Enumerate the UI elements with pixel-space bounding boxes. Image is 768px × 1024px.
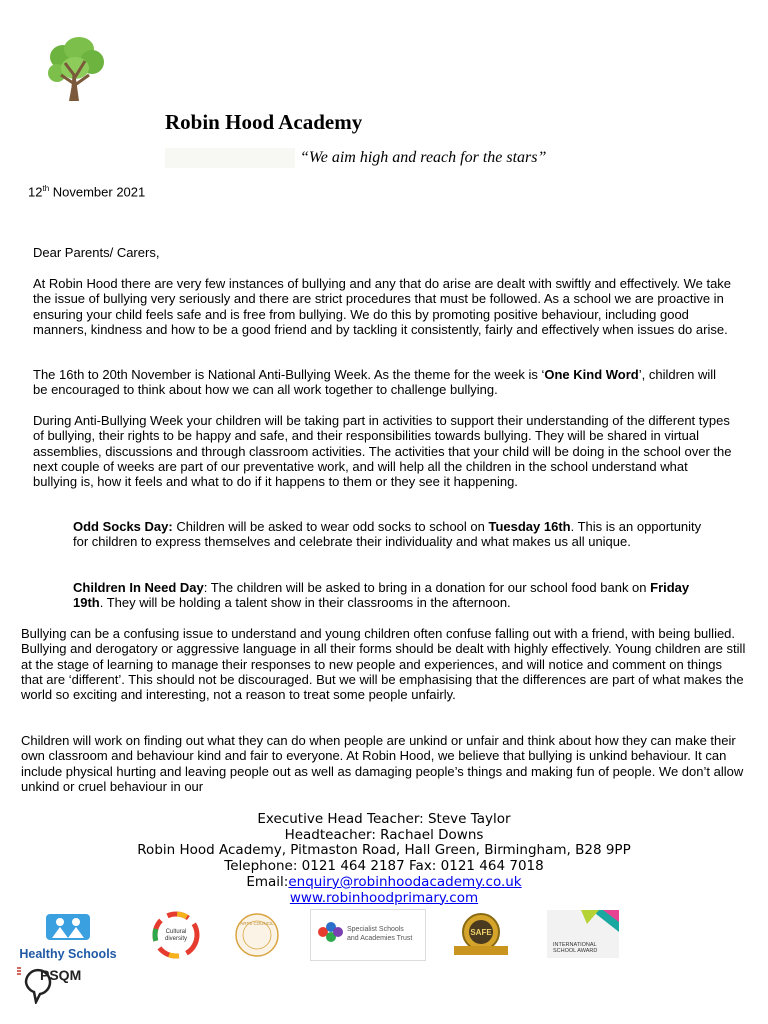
school-tree-logo (45, 35, 107, 103)
school-motto: “We aim high and reach for the stars” (300, 149, 547, 166)
international-school-award-logo (547, 910, 619, 958)
ssat-logo (310, 909, 426, 961)
school-address: Robin Hood Academy, Pitmaston Road, Hall Green, Birmingham, B28 9PP (137, 842, 631, 859)
cultural-diversity-logo (152, 911, 200, 959)
odd-socks-day-item: Odd Socks Day: Children will be asked to wear odd socks to school on Tuesday 16th. This is an opportunity for children to express themselves and celebrate their individuality and what makes us all unique. (73, 519, 702, 550)
executive-head: Executive Head Teacher: Steve Taylor (257, 811, 511, 827)
salutation: Dear Parents/ Carers, (33, 245, 160, 260)
psqm-logo (14, 962, 100, 1004)
healthy-schools-icon (38, 910, 98, 942)
paragraph-confusing-issue: Bullying can be a confusing issue to understand and young children often confuse falling out with a friend, with being bullied. Bullying and derogatory or aggressive language in all their forms should be dealt with highly effectively. Young children are still at the stage of learning to manage their responses to new people and experiences, and will notice and comment on things that are ‘different’. This should not be discouraged. But we will be emphasising that the differences are part of what makes the world so exciting and interesting, not a reason to treat some people unfairly. (21, 626, 746, 703)
healthy-schools-logo (16, 910, 120, 960)
arts-council-logo (234, 912, 280, 958)
paragraph-finding-out: Children will work on finding out what they can do when people are unkind or unfair and think about how they can make their own classroom and behaviour kind and fair to everyone. At Robin Hood, we believe that bullying is unkind behaviour. It can include physical hurting and leaving people out as well as damaging people’s things and making fun of people. We don’t allow unkind or cruel behaviour in our (21, 733, 744, 794)
svg-text:Specialist Schools: Specialist Schools (347, 926, 404, 933)
school-name: Robin Hood Academy (165, 110, 363, 134)
email-link[interactable]: enquiry@robinhoodacademy.co.uk (288, 873, 522, 890)
website-link[interactable]: www.robinhoodprimary.com (289, 889, 479, 906)
letter-footer (0, 812, 768, 906)
letter-date: 12th November 2021 (28, 184, 146, 200)
phone-fax: Telephone: 0121 464 2187 Fax: 0121 464 7018 (224, 858, 544, 875)
svg-text:Cultural: Cultural (165, 929, 187, 935)
svg-text:PSQM: PSQM (40, 967, 82, 983)
headteacher: Headteacher: Rachael Downs (284, 826, 484, 843)
children-in-need-item: Children In Need Day: The children will be asked to bring in a donation for our school food bank on Friday 19th. They will be holding a talent show in their classrooms in the afternoon. (73, 580, 690, 611)
safe-gold-award-logo (448, 910, 514, 960)
svg-text:and Academies Trust: and Academies Trust (347, 935, 413, 942)
motto-background (165, 148, 295, 168)
svg-text:INTERNATIONAL: INTERNATIONAL (553, 942, 597, 948)
paragraph-bullying-overview: At Robin Hood there are very few instances of bullying and any that do arise are dealt with swiftly and effectively. We take the issue of bullying very seriously and there are strict procedures that must be followed. As a school we are proactive in ensuring your child feels safe and is free from bullying. We do this by promoting positive behaviour, including good manners, kindness and how to be a good friend and by tackling it consistently, fairly and effectively when issues do arise. (33, 276, 732, 337)
email-line: Email:enquiry@robinhoodacademy.co.uk (246, 873, 522, 890)
svg-text:ARTS COUNCIL: ARTS COUNCIL (240, 921, 274, 926)
svg-text:diversity: diversity (164, 936, 188, 942)
svg-text:SCHOOL AWARD: SCHOOL AWARD (553, 948, 598, 954)
paragraph-anti-bullying-week: The 16th to 20th November is National Anti-Bullying Week. As the theme for the week is ‘One Kind Word’, children will be encouraged to think about how we can all work together to challenge bullying. (33, 367, 717, 398)
healthy-schools-label: Healthy Schools (19, 947, 117, 961)
paragraph-activities: During Anti-Bullying Week your children will be taking part in activities to support their understanding of the different types of bullying, their rights to be happy and safe, and their responsibilities towards bullying. They will be shared in virtual assemblies, discussions and through classroom activities. The activities that your child will be doing in the school over the next couple of weeks are part of our preventative work, and will help all the children in the school understand what bullying is, how it feels and what to do if it happens to them or they see it happening. (33, 413, 732, 490)
svg-text:SAFE: SAFE (470, 928, 492, 937)
